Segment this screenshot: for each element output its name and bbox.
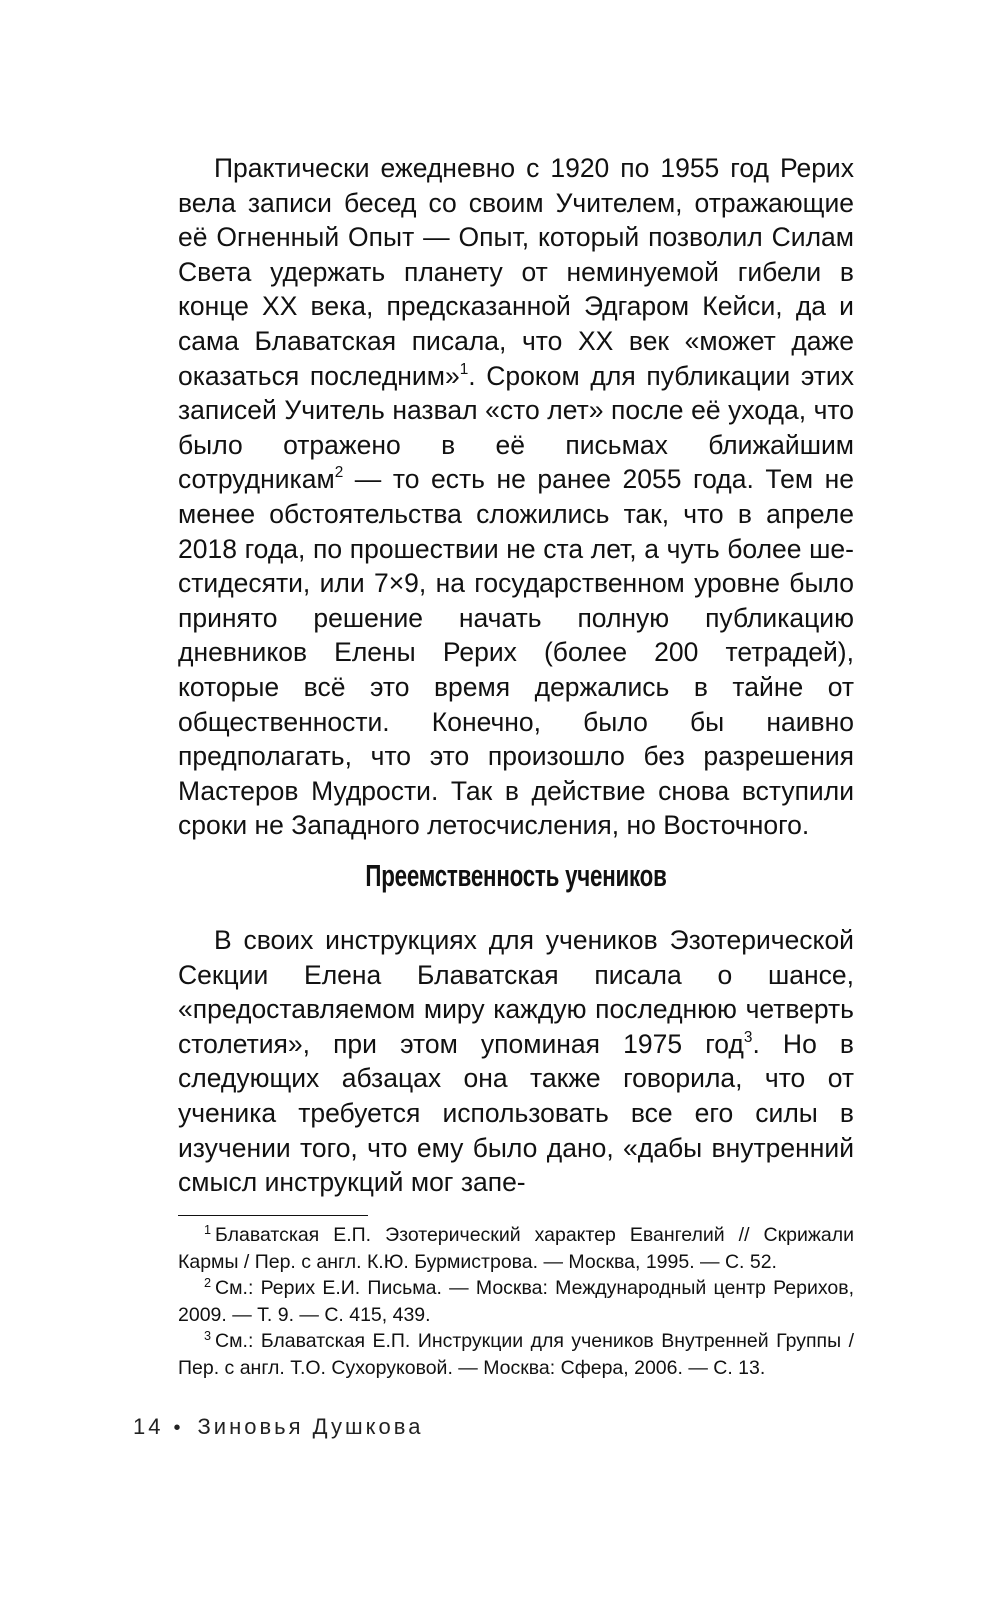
- paragraph-1-part-3: — то есть не ранее 2055 года. Тем не менее обстоятельства сложились так, что в апреле 2018 года, по прошествии не ста лет, а чуть более шестидесяти, или 7×9, на государственном уровне было принято решение начать полную публикацию дневников Елены Рерих (более 200 тетрадей), которые всё это время держались в тайне от общественности. Конечно, было бы наивно предполагать, что это произошло без разрешения Мастеров Мудрости. Так в действие снова вступили сроки не Западного летосчисления, но Восточного.: [178, 464, 854, 841]
- footnote-3: [178, 1328, 854, 1381]
- paragraph-2-part-2: . Но в следующих абзацах она также говорила, что от ученика требуется использовать все его силы в изучении того, что ему было дано, «дабы внутренний смысл инструкций мог запе-: [178, 1028, 854, 1198]
- footnote-mark: 2: [204, 1276, 212, 1291]
- footnote-1: [178, 1222, 854, 1275]
- paragraph-text: [178, 923, 854, 1200]
- footnotes: [178, 1222, 854, 1381]
- footnote-divider: [178, 1215, 368, 1216]
- paragraph-2-part-1: В своих инструкциях для учеников Эзотерической Секции Елена Блаватская писала о шансе, «предоставляемом миру каждую последнюю четверть столетия», при этом упоминая 1975 год: [178, 925, 854, 1059]
- author-name: Зиновья Душкова: [197, 1414, 424, 1439]
- paragraph-1-part-2: . Сроком для публикации этих записей Учитель назвал «сто лет» после её ухода, что было отражено в её письмах ближайшим сотрудникам: [178, 360, 854, 495]
- footnote-text: См.: Блаватская Е.П. Инструкции для учеников Внутренней Группы / Пер. с англ. Т.О. Сухоруковой. — Москва: Сфера, 2006. — С. 13.: [178, 1330, 854, 1379]
- footnote-ref-1: 1: [459, 360, 469, 378]
- body-paragraph-1: [178, 151, 854, 843]
- page-number: 14: [133, 1414, 164, 1439]
- paragraph-text: [178, 151, 854, 843]
- section-heading: Преемственность учеников: [365, 858, 667, 893]
- footnote-ref-2: 2: [334, 464, 344, 482]
- footnote-mark: 3: [204, 1329, 212, 1344]
- paragraph-1-part-1: Практически ежедневно с 1920 по 1955 год Рерих вела записи бесед со своим Учителем, отражающие её Огненный Опыт — Опыт, который позволил Силам Света удержать планету от неминуемой гибели в конце XX века, предсказанной Эдгаром Кейси, да и сама Блаватская писала, что XX век «может даже оказаться последним»: [178, 153, 854, 391]
- footnote-ref-3: 3: [743, 1028, 753, 1046]
- footnote-text: См.: Рерих Е.И. Письма. — Москва: Международный центр Рерихов, 2009. — Т. 9. — С. 415, 439.: [178, 1277, 854, 1326]
- footer-bullet-separator: •: [173, 1417, 184, 1439]
- body-paragraph-2: [178, 923, 854, 1200]
- footnote-mark: 1: [204, 1223, 212, 1238]
- running-footer: [133, 1414, 423, 1440]
- footnote-2: [178, 1275, 854, 1328]
- footnote-text: Блаватская Е.П. Эзотерический характер Евангелий // Скрижали Кармы / Пер. с англ. К.Ю. Бурмистрова. — Москва, 1995. — С. 52.: [178, 1224, 854, 1273]
